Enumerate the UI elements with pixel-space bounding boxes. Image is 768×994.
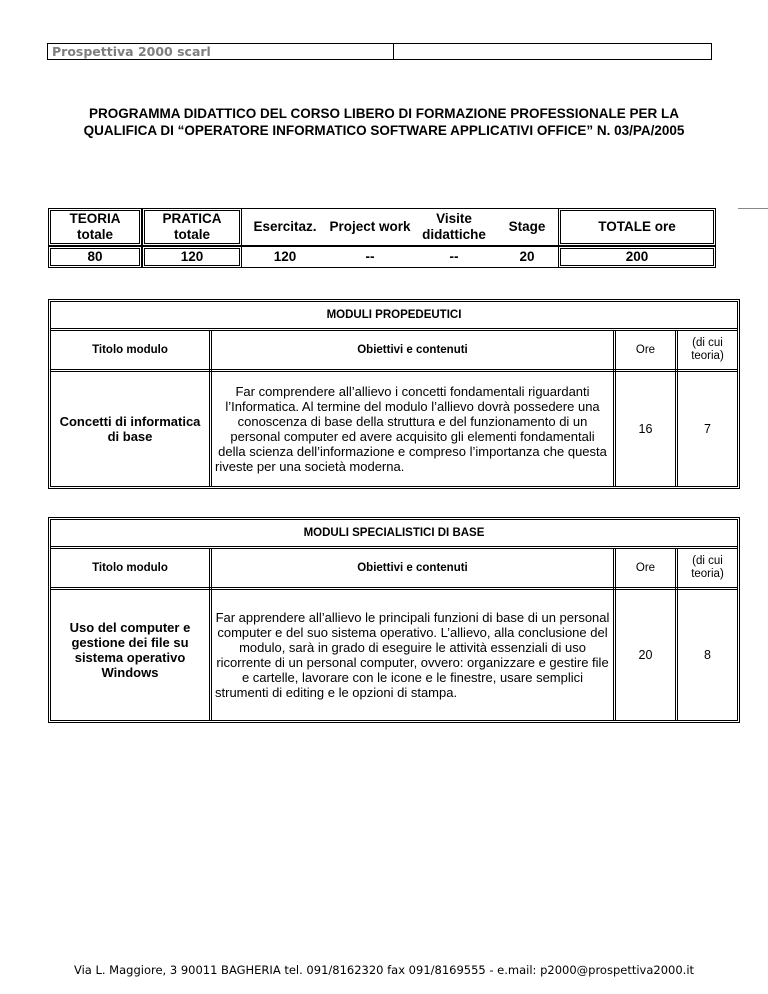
section-title: MODULI SPECIALISTICI DI BASE xyxy=(303,527,485,539)
module-table-propedeutici xyxy=(48,299,740,489)
column-di-cui-teoria: (di cui teoria) xyxy=(691,337,724,362)
document-title: PROGRAMMA DIDATTICO DEL CORSO LIBERO DI FORMAZIONE PROFESSIONALE PER LA QUALIFICA DI “OPERATORE INFORMATICO SOFTWARE APPLICATIVI OFFICE” N. 03/PA/2005 xyxy=(83,106,685,138)
header-visite: Visite didattiche xyxy=(412,208,496,246)
value-visite: -- xyxy=(412,246,496,268)
header-project-work: Project work xyxy=(328,208,412,246)
module-theory-hours: 8 xyxy=(704,648,711,662)
column-ore: Ore xyxy=(635,343,656,356)
value-stage: 20 xyxy=(496,246,558,268)
header-stage: Stage xyxy=(496,208,558,246)
column-title-modulo: Titolo modulo xyxy=(92,562,168,574)
value-totale: 200 xyxy=(558,246,716,268)
header-pratica: PRATICA totale xyxy=(142,208,242,246)
module-table-specialistici xyxy=(48,517,740,723)
module-theory-hours: 7 xyxy=(704,422,711,436)
header-esercitazioni: Esercitaz. xyxy=(242,208,328,246)
column-di-cui-teoria: (di cui teoria) xyxy=(691,555,724,580)
value-teoria: 80 xyxy=(48,246,142,268)
value-pratica: 120 xyxy=(142,246,242,268)
divider-line xyxy=(738,208,768,209)
column-title-modulo: Titolo modulo xyxy=(92,344,168,356)
hours-table xyxy=(48,208,716,268)
module-hours: 20 xyxy=(638,648,653,662)
module-description: Far comprendere all’allievo i concetti fondamentali riguardanti l’Informatica. Al termine del modulo l’allievo dovrà possedere una conoscenza di base della struttura e del funzionamento di un personal computer ed avere acquisito gli elementi fondamentali della scienza dell’informazione e compreso l’importanza che questa riveste per una società moderna. xyxy=(215,384,607,474)
column-obiettivi: Obiettivi e contenuti xyxy=(357,344,468,356)
section-title: MODULI PROPEDEUTICI xyxy=(326,309,462,321)
module-name: Concetti di informatica di base xyxy=(59,414,201,444)
organization-name: Prospettiva 2000 scarl xyxy=(48,44,394,59)
column-ore: Ore xyxy=(635,561,656,574)
column-obiettivi: Obiettivi e contenuti xyxy=(357,562,468,574)
header-totale: TOTALE ore xyxy=(558,208,716,246)
footer-address: Via L. Maggiore, 3 90011 BAGHERIA tel. 091/8162320 fax 091/8169555 - e.mail: p2000@prospettiva2000.it xyxy=(73,963,695,977)
module-name: Uso del computer e gestione dei file su sistema operativo Windows xyxy=(69,620,191,680)
header-box xyxy=(47,43,712,60)
module-description: Far apprendere all’allievo le principali funzioni di base di un personal computer e del suo sistema operativo. L’allievo, alla conclusione del modulo, sarà in grado di eseguire le attività essenziali di uso ricorrente di un personal computer, ovvero: organizzare e gestire file e cartelle, lavorare con le icone e le finestre, usare semplici strumenti di editing e le opzioni di stampa. xyxy=(215,610,610,700)
value-esercitazioni: 120 xyxy=(242,246,328,268)
module-hours: 16 xyxy=(638,422,653,436)
value-project-work: -- xyxy=(328,246,412,268)
header-teoria: TEORIA totale xyxy=(48,208,142,246)
